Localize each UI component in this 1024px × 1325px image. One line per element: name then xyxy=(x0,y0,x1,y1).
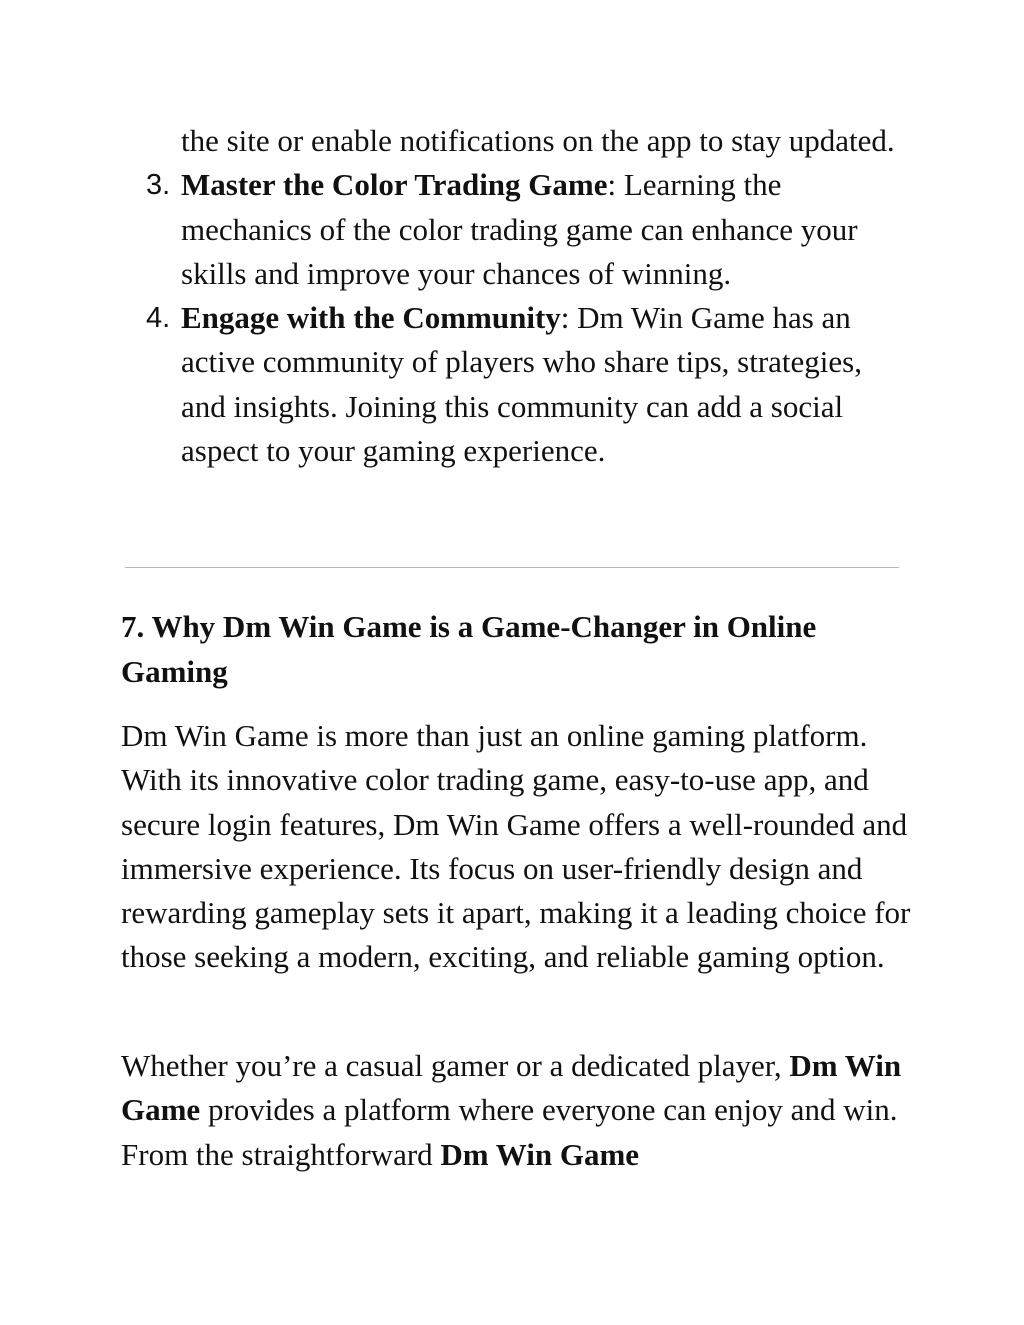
paragraph-text: provides a platform where everyone can enjoy and win. From the straightforward xyxy=(121,1092,898,1172)
bold-text: Dm Win Game xyxy=(121,1048,902,1128)
body-paragraph: Dm Win Game is more than just an online gaming platform. With its innovative color trading game, easy-to-use app, and secure login features, Dm Win Game offers a well-rounded and immersive experience. Its focus on user-friendly design and rewarding gameplay sets it apart, making it a leading choice for those seeking a modern, exciting, and reliable gaming option. xyxy=(121,718,911,975)
horizontal-divider xyxy=(125,567,899,568)
paragraph-text: Whether you’re a casual gamer or a dedicated player, xyxy=(121,1048,790,1083)
ordered-list xyxy=(0,119,1024,473)
list-item-heading: Master the Color Trading Game xyxy=(181,167,608,203)
list-item-number: 4. xyxy=(146,302,171,335)
list-item-number: 3. xyxy=(146,169,171,202)
list-item-text: : Dm Win Game has an active community of players who share tips, strategies, and insights. Joining this community can add a social aspect to your gaming experience. xyxy=(181,300,862,469)
list-item-4 xyxy=(0,296,901,473)
list-item-text: the site or enable notifications on the app to stay updated. xyxy=(181,123,895,158)
bold-text: Dm Win Game xyxy=(440,1136,640,1172)
list-item-heading: Engage with the Community xyxy=(181,300,561,336)
body-paragraph xyxy=(121,1044,911,1177)
list-item-text: : Learning the mechanics of the color trading game can enhance your skills and improve your chances of winning. xyxy=(181,167,858,291)
list-item-continuation xyxy=(0,119,901,163)
list-item-3 xyxy=(0,163,901,296)
section-heading: 7. Why Dm Win Game is a Game-Changer in Online Gaming xyxy=(121,609,817,689)
